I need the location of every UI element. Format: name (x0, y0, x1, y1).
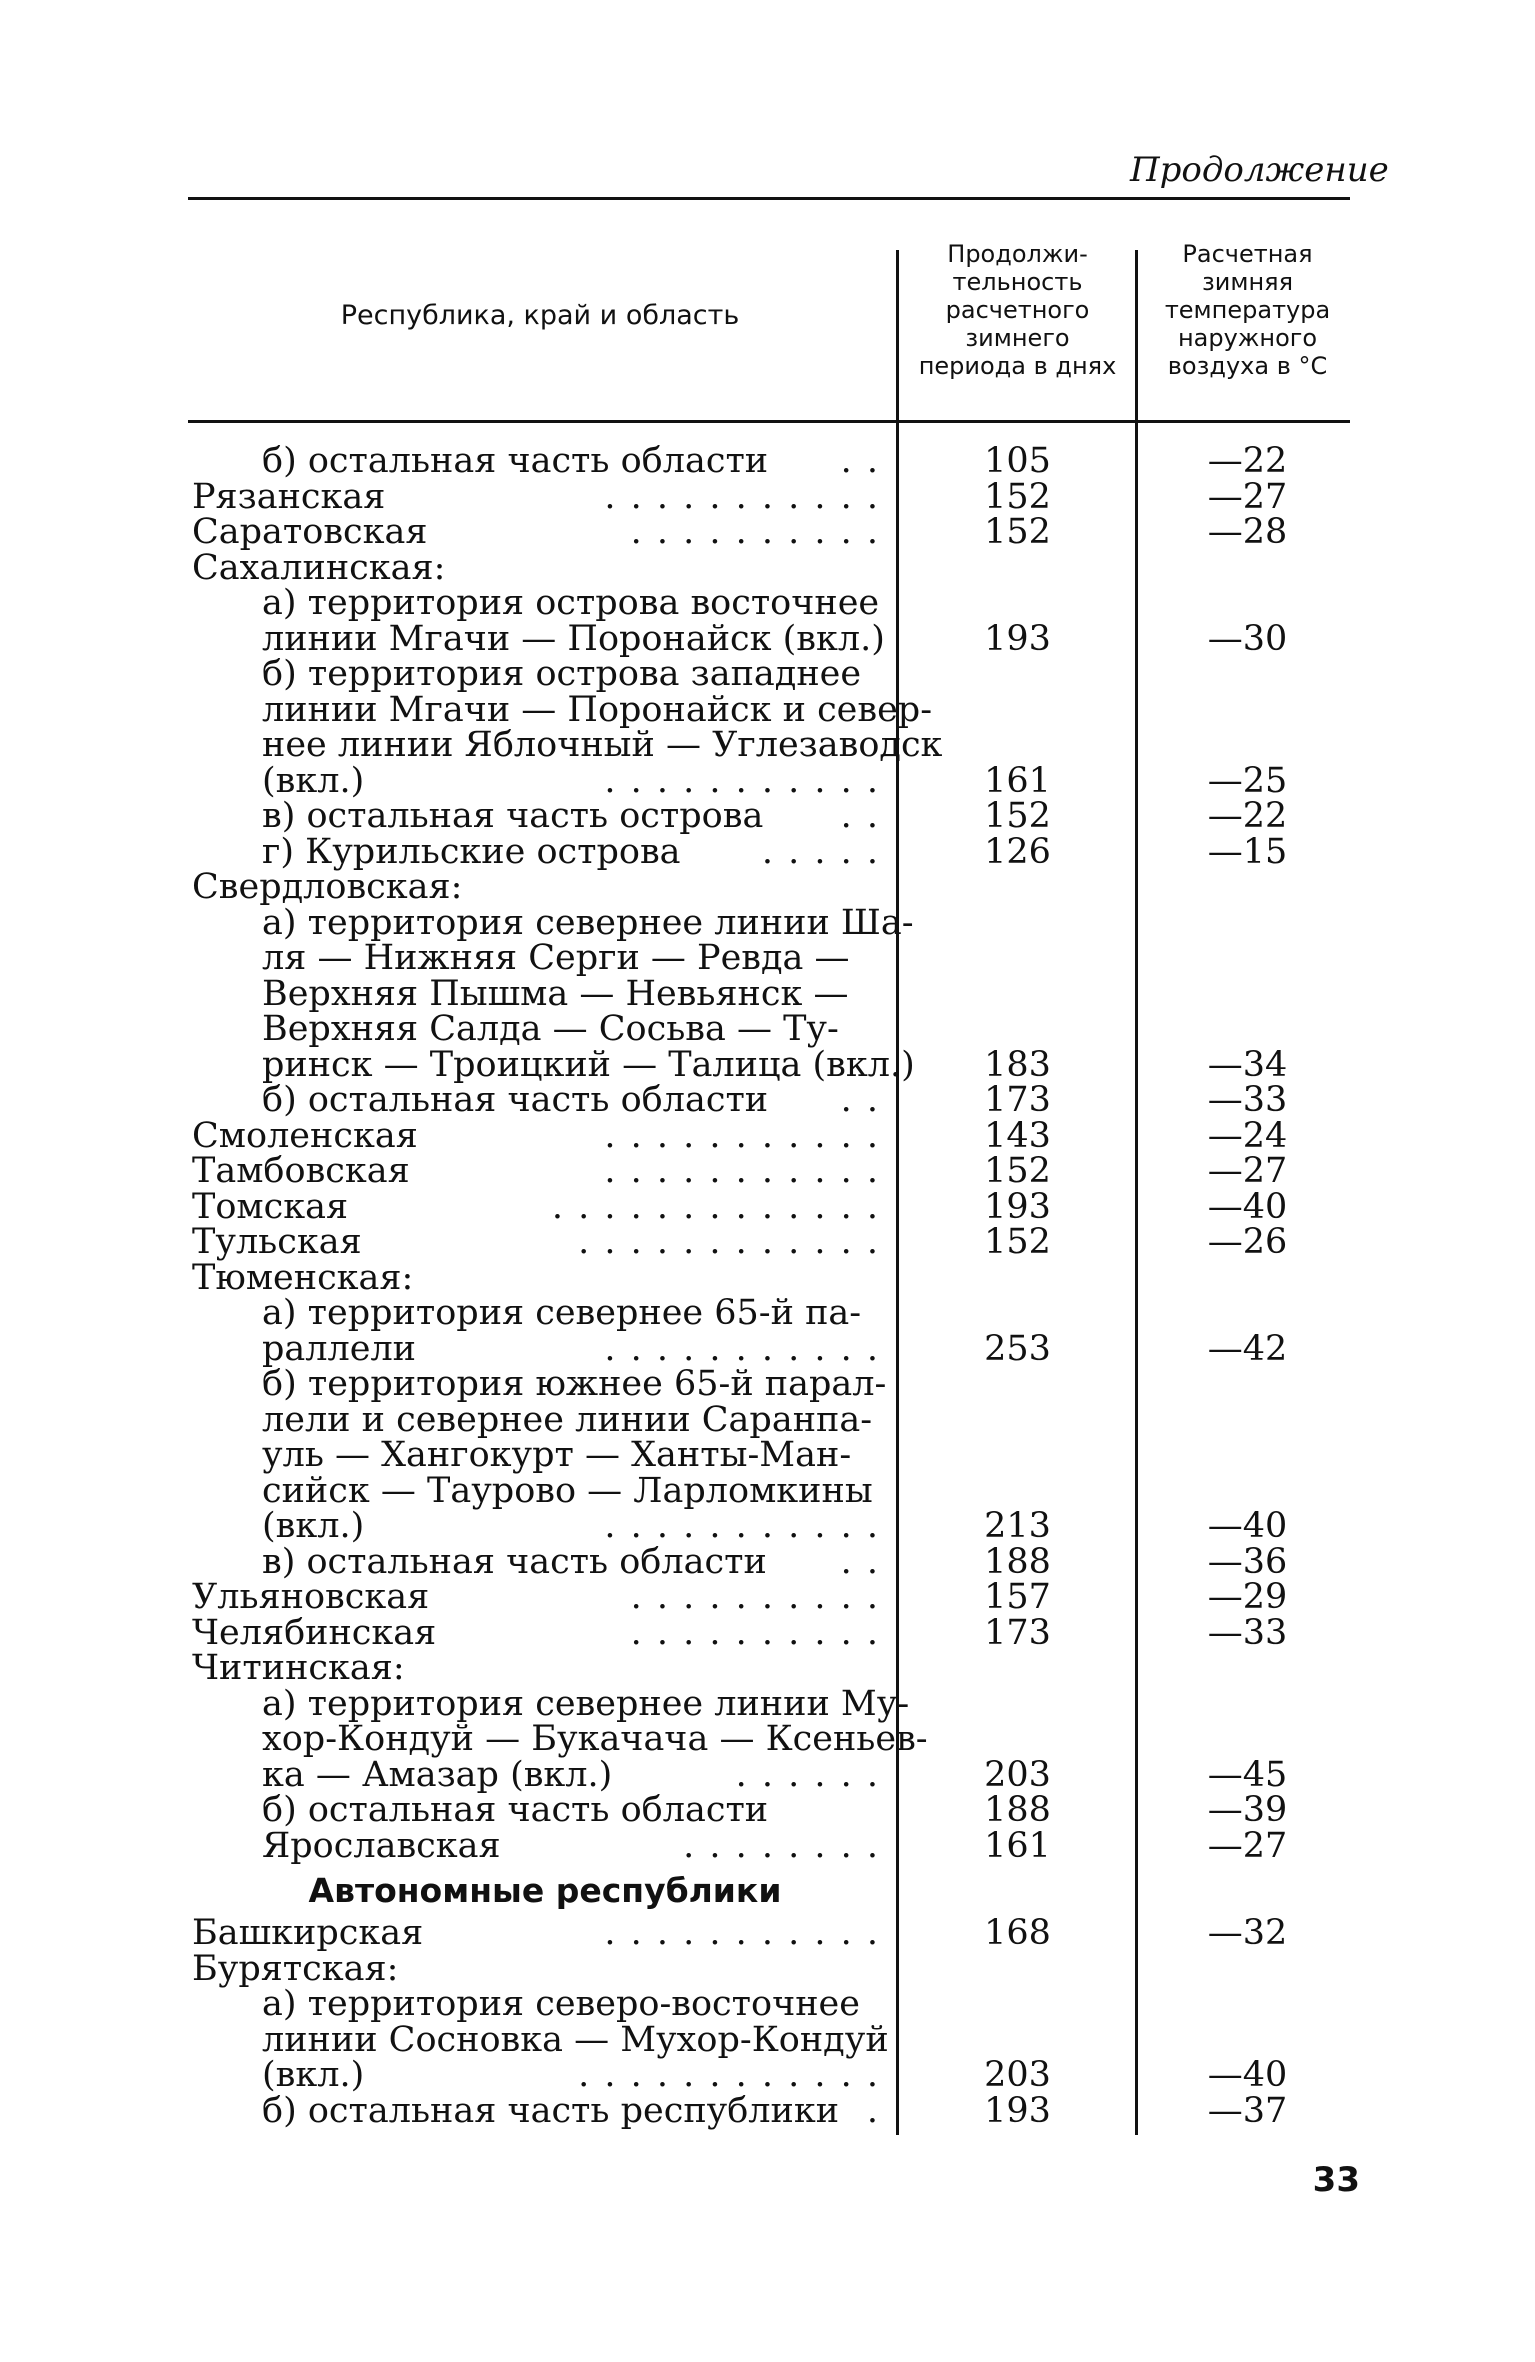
table-row (0, 869, 1535, 905)
table-row (0, 1792, 1535, 1828)
header-line: тельность (952, 268, 1083, 296)
leader-dots: . . . . . . . . . . . (604, 478, 880, 515)
duration-days: 183 (984, 1044, 1051, 1085)
table-row (0, 798, 1535, 834)
region-name: Читинская: (192, 1648, 405, 1688)
table-row (0, 1153, 1535, 1189)
leader-dots: . . . . . . . . . . . (604, 1117, 880, 1154)
table-row (0, 1437, 1535, 1473)
duration-days: 203 (984, 1754, 1051, 1795)
region-name: раллели (262, 1328, 417, 1369)
region-name: сийск — Таурово — Ларломкины (262, 1470, 873, 1511)
table-row (0, 1044, 1535, 1085)
winter-temperature: —22 (1207, 441, 1288, 481)
duration-days: 152 (984, 796, 1051, 836)
winter-temperature: —40 (1207, 1186, 1288, 1227)
leader-dots: . . . . . (761, 833, 880, 870)
header-line: расчетного (945, 296, 1090, 324)
table-row (0, 831, 1535, 872)
duration-days: 203 (984, 2055, 1051, 2095)
duration-days: 126 (984, 831, 1051, 872)
table-row (0, 1366, 1535, 1402)
region-name: а) территория острова восточнее (262, 583, 880, 623)
header-line: Расчетная (1182, 240, 1313, 268)
region-name: Сахалинская: (192, 547, 446, 588)
header-line: температура (1164, 296, 1331, 324)
table-row (0, 1754, 1535, 1795)
region-name: б) территория острова западнее (262, 654, 862, 694)
region-name: б) остальная часть области (262, 1080, 769, 1120)
table-row (0, 1612, 1535, 1653)
region-name: Ульяновская (192, 1577, 430, 1617)
duration-days: 152 (984, 1151, 1051, 1191)
header-duration-column (900, 240, 1135, 380)
header-region-column: Республика, край и область (340, 300, 740, 331)
table-row (0, 1328, 1535, 1369)
duration-days: 253 (984, 1328, 1051, 1369)
region-name: Ярославская (262, 1825, 501, 1866)
duration-days: 161 (984, 1825, 1051, 1866)
duration-days: 152 (984, 476, 1051, 517)
leader-dots: . . . . . . . . . . . . . (551, 1188, 880, 1225)
table-row (0, 940, 1535, 976)
header-bottom-rule (188, 420, 1350, 423)
region-name: в) остальная часть острова (262, 796, 764, 836)
winter-temperature: —45 (1207, 1754, 1288, 1795)
header-temperature-column (1140, 240, 1355, 380)
duration-days: 173 (984, 1080, 1051, 1120)
table-row (0, 1115, 1535, 1156)
header-line: воздуха в °С (1167, 352, 1328, 380)
table-row (0, 2090, 1535, 2131)
section-title: Автономные республики (308, 1871, 782, 1910)
table-row (0, 1257, 1535, 1298)
table-row (0, 689, 1535, 730)
duration-days: 188 (984, 1541, 1051, 1582)
table-row (0, 1986, 1535, 2022)
winter-temperature: —37 (1207, 2090, 1288, 2131)
table-row (0, 1224, 1535, 1260)
winter-temperature: —30 (1207, 618, 1288, 659)
table-row (0, 1721, 1535, 1757)
region-name: (вкл.) (262, 2055, 365, 2095)
table-row (0, 1399, 1535, 1440)
winter-temperature: —27 (1207, 1151, 1288, 1191)
table-top-rule (188, 197, 1350, 200)
table-row (0, 618, 1535, 659)
leader-dots: . . . . . . . . . . (630, 1579, 880, 1615)
region-name: Бурятская: (192, 1948, 399, 1989)
region-name: Рязанская (192, 476, 386, 517)
winter-temperature: —15 (1207, 831, 1288, 872)
region-name: Смоленская (192, 1115, 418, 1156)
header-line: зимнего (965, 324, 1070, 352)
table-row (0, 1011, 1535, 1047)
winter-temperature: —28 (1207, 512, 1288, 552)
winter-temperature: —29 (1207, 1577, 1288, 1617)
table-row (0, 1508, 1535, 1544)
winter-temperature: —42 (1207, 1328, 1288, 1369)
region-name: (вкл.) (262, 1506, 365, 1546)
region-name: ля — Нижняя Серги — Ревда — (262, 938, 850, 978)
duration-days: 168 (984, 1913, 1051, 1953)
winter-temperature: —27 (1207, 476, 1288, 517)
region-name: в) остальная часть области (262, 1541, 767, 1582)
region-name: Верхняя Салда — Сосьва — Ту- (262, 1009, 839, 1049)
winter-temperature: —24 (1207, 1115, 1288, 1156)
table-row (0, 760, 1535, 801)
region-name: Тульская (192, 1222, 362, 1262)
leader-dots: . . . . . . . . . . . . (578, 2057, 880, 2093)
duration-days: 152 (984, 1222, 1051, 1262)
leader-dots: . . . . . . . . . . . (604, 1508, 880, 1544)
table-row (0, 585, 1535, 621)
table-row (0, 514, 1535, 550)
winter-temperature: —22 (1207, 796, 1288, 836)
table-row (0, 1683, 1535, 1724)
duration-days: 193 (984, 1186, 1051, 1227)
region-name: ринск — Троицкий — Талица (вкл.) (262, 1044, 915, 1085)
table-row (0, 1915, 1535, 1951)
duration-days: 213 (984, 1506, 1051, 1546)
table-row (0, 1650, 1535, 1686)
duration-days: 143 (984, 1115, 1051, 1156)
duration-days: 193 (984, 618, 1051, 659)
region-name: а) территория севернее линии Ша- (262, 902, 914, 943)
header-line: наружного (1177, 324, 1318, 352)
table-row (0, 902, 1535, 943)
table-row (0, 1541, 1535, 1582)
table-row (0, 1470, 1535, 1511)
region-name: Башкирская (192, 1913, 424, 1953)
winter-temperature: —32 (1207, 1913, 1288, 1953)
region-name: линии Сосновка — Мухор-Кондуй (262, 2019, 889, 2060)
region-name: лели и севернее линии Саранпа- (262, 1399, 873, 1440)
duration-days: 105 (984, 441, 1051, 481)
region-name: а) территория северо-восточнее (262, 1984, 860, 2024)
duration-days: 157 (984, 1577, 1051, 1617)
table-row (0, 1825, 1535, 1866)
region-name: Верхняя Пышма — Невьянск — (262, 973, 849, 1014)
leader-dots: . . (840, 798, 880, 834)
table-row (0, 2019, 1535, 2060)
leader-dots: . . (840, 443, 880, 479)
region-name: б) остальная часть республики (262, 2090, 840, 2131)
table-row (0, 1295, 1535, 1331)
region-name: г) Курильские острова (262, 831, 681, 872)
winter-temperature: —34 (1207, 1044, 1288, 1085)
region-name: Челябинская (192, 1612, 437, 1653)
table-row (0, 1186, 1535, 1227)
header-line: периода в днях (918, 352, 1117, 380)
winter-temperature: —40 (1207, 2055, 1288, 2095)
page-number: 33 (1312, 2160, 1360, 2200)
region-name: Свердловская: (192, 867, 463, 907)
leader-dots: . . . . . . . . . . . (604, 762, 880, 799)
region-name: ка — Амазар (вкл.) (262, 1754, 613, 1795)
region-name: хор-Кондуй — Букачача — Ксеньев- (262, 1719, 928, 1759)
continued-label: Продолжение (1130, 150, 1389, 190)
leader-dots: . (866, 2092, 880, 2129)
region-name: линии Мгачи — Поронайск и север- (262, 689, 933, 730)
region-name: Саратовская (192, 512, 428, 552)
leader-dots: . . . . . . . . . . . (604, 1915, 880, 1951)
region-name: б) остальная часть области (262, 1790, 769, 1830)
region-name: линии Мгачи — Поронайск (вкл.) (262, 618, 885, 659)
leader-dots: . . . . . . . . (683, 1827, 880, 1864)
winter-temperature: —39 (1207, 1790, 1288, 1830)
duration-days: 193 (984, 2090, 1051, 2131)
region-name: нее линии Яблочный — Углезаводск (262, 725, 943, 765)
duration-days: 173 (984, 1612, 1051, 1653)
region-name: уль — Хангокурт — Ханты-Ман- (262, 1435, 852, 1475)
table-row (0, 2057, 1535, 2093)
winter-temperature: —40 (1207, 1506, 1288, 1546)
leader-dots: . . . . . . . . . . . . (578, 1224, 880, 1260)
header-line: Продолжи- (947, 240, 1088, 268)
winter-temperature: —26 (1207, 1222, 1288, 1262)
duration-days: 152 (984, 512, 1051, 552)
leader-dots: . . . . . . . . . . (630, 1614, 880, 1651)
winter-temperature: —25 (1207, 760, 1288, 801)
table-row (0, 547, 1535, 588)
header-line: зимняя (1201, 268, 1294, 296)
table-row (0, 1082, 1535, 1118)
table-row (0, 973, 1535, 1014)
leader-dots: . . . . . . . . . . (630, 514, 880, 550)
region-name: а) территория севернее 65-й па- (262, 1293, 862, 1333)
region-name: б) остальная часть области (262, 441, 769, 481)
leader-dots: . . . . . . (735, 1756, 880, 1793)
winter-temperature: —33 (1207, 1080, 1288, 1120)
winter-temperature: —27 (1207, 1825, 1288, 1866)
table-row (0, 443, 1535, 479)
winter-temperature: —36 (1207, 1541, 1288, 1582)
winter-temperature: —33 (1207, 1612, 1288, 1653)
table-row (0, 1948, 1535, 1989)
table-row (0, 727, 1535, 763)
duration-days: 188 (984, 1790, 1051, 1830)
table-row (0, 476, 1535, 517)
region-name: Тамбовская (192, 1151, 410, 1191)
region-name: а) территория севернее линии Му- (262, 1683, 910, 1724)
leader-dots: . . . . . . . . . . . (604, 1330, 880, 1367)
duration-days: 161 (984, 760, 1051, 801)
leader-dots: . . . . . . . . . . . (604, 1153, 880, 1189)
table-row (0, 1579, 1535, 1615)
leader-dots: . . (840, 1543, 880, 1580)
leader-dots: . . (840, 1082, 880, 1118)
table-row (0, 656, 1535, 692)
region-name: Томская (192, 1186, 349, 1227)
region-name: б) территория южнее 65-й парал- (262, 1364, 887, 1404)
region-name: (вкл.) (262, 760, 365, 801)
region-name: Тюменская: (192, 1257, 414, 1298)
